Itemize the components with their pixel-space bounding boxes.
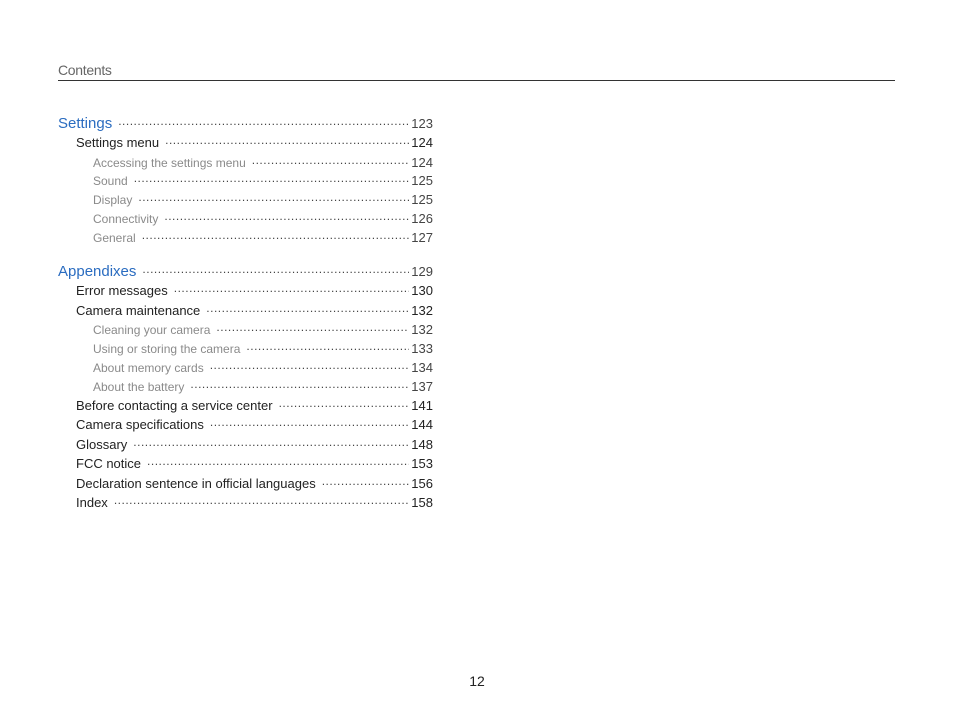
dot-leader: [138, 192, 409, 204]
dot-leader: [246, 341, 409, 353]
toc-entry-page: 132: [411, 322, 433, 338]
toc-entry-title: Connectivity: [93, 211, 159, 226]
toc-entry-title: Before contacting a service center: [76, 397, 273, 413]
toc-entry-title: Settings: [58, 115, 113, 132]
toc-entry-title: Appendixes: [58, 263, 137, 281]
page-number: 12: [469, 673, 485, 689]
toc-entry[interactable]: [58, 456, 433, 476]
toc-entry-page: 124: [411, 135, 433, 150]
dot-leader: [165, 135, 409, 147]
toc-entry-title: About memory cards: [93, 361, 204, 376]
toc-entry[interactable]: [58, 173, 433, 192]
toc-entry-page: 132: [411, 302, 433, 318]
dot-leader: [322, 476, 410, 488]
toc-entry-page: 126: [411, 210, 433, 226]
toc-entry-page: 130: [411, 283, 433, 299]
toc-entry-title: General: [93, 230, 136, 245]
toc-entry[interactable]: [58, 476, 433, 496]
toc-entry-title: Using or storing the camera: [93, 342, 241, 357]
toc-entry-page: 148: [411, 436, 433, 452]
dot-leader: [216, 322, 409, 334]
toc-entry-title: About the battery: [93, 379, 185, 394]
dot-leader: [164, 211, 409, 223]
dot-leader: [133, 437, 409, 449]
toc-entry-page: 125: [411, 173, 433, 189]
dot-leader: [142, 264, 409, 276]
toc-section-heading[interactable]: [58, 263, 433, 283]
dot-leader: [114, 495, 409, 507]
toc-entry-page: 123: [411, 116, 433, 131]
toc-entry-page: 133: [411, 341, 433, 357]
dot-leader: [252, 155, 410, 167]
toc-entry-page: 129: [411, 264, 433, 280]
toc-entry-title: Sound: [93, 174, 128, 189]
toc-entry-title: Declaration sentence in official languages: [76, 475, 316, 491]
dot-leader: [174, 283, 410, 295]
toc-entry[interactable]: [58, 155, 433, 174]
toc-entry[interactable]: [58, 341, 433, 360]
toc-entry-page: 158: [411, 495, 433, 511]
toc-entry-page: 153: [411, 456, 433, 472]
section-gap: [58, 248, 433, 263]
toc-entry-title: FCC notice: [76, 456, 142, 472]
table-of-contents: [58, 115, 433, 515]
dot-leader: [190, 379, 409, 391]
toc-entry-title: Settings menu: [76, 135, 160, 150]
toc-entry[interactable]: [58, 211, 433, 230]
header-divider: [58, 80, 895, 81]
dot-leader: [279, 398, 410, 410]
toc-section-heading[interactable]: [58, 115, 433, 135]
toc-entry-title: Cleaning your camera: [93, 323, 211, 338]
toc-entry-title: Error messages: [76, 283, 168, 299]
toc-entry[interactable]: [58, 192, 433, 211]
toc-entry-title: Display: [93, 193, 133, 208]
toc-entry-page: 156: [411, 475, 433, 491]
toc-entry[interactable]: [58, 135, 433, 155]
toc-entry-title: Index: [76, 495, 108, 511]
toc-entry[interactable]: [58, 417, 433, 437]
dot-leader: [210, 417, 409, 429]
dot-leader: [142, 230, 410, 242]
toc-entry-page: 137: [411, 378, 433, 394]
toc-entry[interactable]: [58, 437, 433, 457]
toc-entry-title: Glossary: [76, 436, 128, 452]
toc-entry[interactable]: [58, 303, 433, 323]
toc-entry-page: 127: [411, 229, 433, 245]
dot-leader: [210, 360, 410, 372]
toc-entry-title: Camera maintenance: [76, 302, 201, 318]
dot-leader: [134, 173, 410, 185]
toc-entry-page: 124: [411, 154, 433, 170]
dot-leader: [147, 456, 409, 468]
toc-entry-title: Accessing the settings menu: [93, 155, 246, 170]
toc-entry-page: 134: [411, 360, 433, 376]
toc-entry[interactable]: [58, 360, 433, 379]
toc-entry[interactable]: [58, 283, 433, 303]
toc-entry[interactable]: [58, 322, 433, 341]
section-header-label: Contents: [58, 62, 112, 78]
toc-entry[interactable]: [58, 495, 433, 515]
dot-leader: [206, 303, 409, 315]
toc-entry[interactable]: [58, 398, 433, 418]
toc-entry-title: Camera specifications: [76, 417, 204, 433]
toc-entry-page: 144: [411, 417, 433, 433]
toc-entry-page: 141: [411, 397, 433, 413]
dot-leader: [118, 116, 409, 128]
toc-entry[interactable]: [58, 379, 433, 398]
toc-entry-page: 125: [411, 192, 433, 208]
toc-entry[interactable]: [58, 230, 433, 249]
